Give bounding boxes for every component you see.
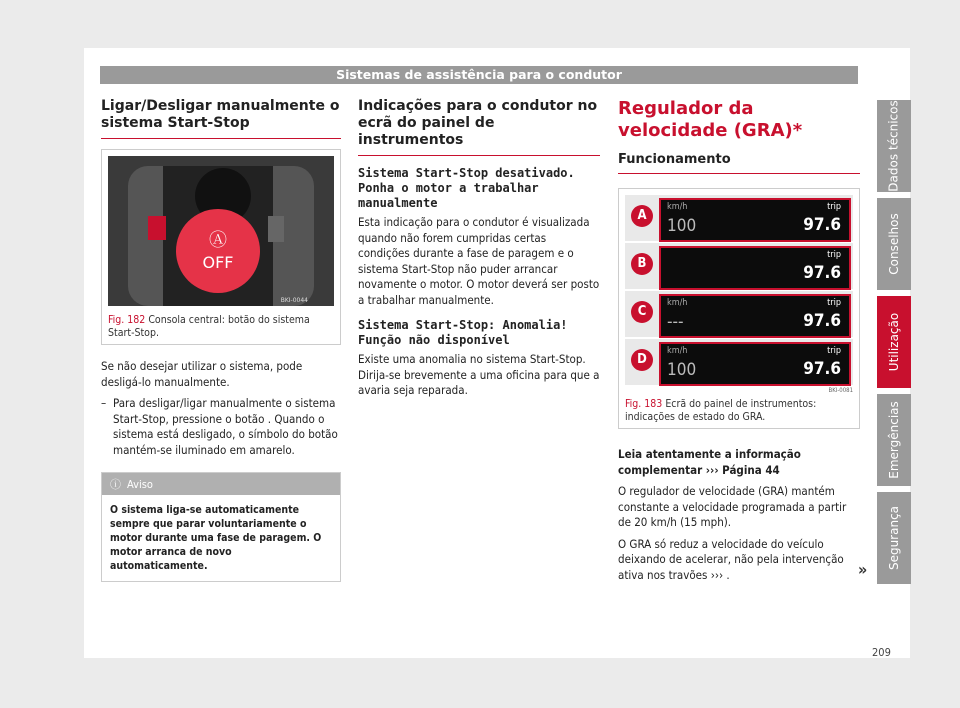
panel-letter: A xyxy=(631,205,653,227)
figure-183 xyxy=(618,188,860,429)
message-1-text: Esta indicação para o condutor é visualizada quando não forem cumpridas certas condições durante a fase de paragem e o sistema Start-Stop não puder arrancar novamente o motor. O motor deverá ser posto a trabalhar manualmente. xyxy=(358,215,600,307)
set-speed: 100 xyxy=(667,216,697,236)
set-speed: --- xyxy=(667,312,684,332)
message-2-text: Existe uma anomalia no sistema Start-Stop. Dirija-se brevemente a uma oficina para que a avaria seja reparada. xyxy=(358,352,600,397)
tab-segurança[interactable]: Segurança xyxy=(877,492,911,584)
panel-row-c xyxy=(625,291,853,337)
trip-label: trip xyxy=(827,298,841,308)
console-photo xyxy=(108,156,334,306)
tab-utilização[interactable]: Utilização xyxy=(877,296,911,388)
instruction-item: – Para desligar/ligar manualmente o sistema Start-Stop, pressione o botão . Quando o sistema está desligado, o símbolo do botão mantém-se iluminado em amarelo. xyxy=(101,396,341,458)
notice-box: ⓘ Aviso O sistema liga-se automaticamente sempre que parar voluntariamente o motor durante uma fase de paragem. O motor arranca de novo automaticamente. xyxy=(101,472,341,582)
notice-text: O sistema liga-se automaticamente sempre que parar voluntariamente o motor durante uma fase de paragem. O motor arranca de novo automaticamente. xyxy=(110,504,322,572)
page-number: 209 xyxy=(872,646,891,659)
column-cruise-control xyxy=(618,98,860,589)
panel-letter: C xyxy=(631,301,653,323)
chapter-title: Regulador da velocidade (GRA)* xyxy=(618,98,803,141)
instrument-screen xyxy=(659,246,851,290)
speed-unit: km/h xyxy=(667,298,688,308)
trip-label: trip xyxy=(827,202,841,212)
running-header: Sistemas de assistência para o condutor xyxy=(100,66,858,84)
trip-value: 97.6 xyxy=(803,263,841,283)
trip-value: 97.6 xyxy=(803,215,841,235)
tab-dados-técnicos[interactable]: Dados técnicos xyxy=(877,100,911,192)
gra-status-panels xyxy=(625,195,853,394)
intro-paragraph: Se não desejar utilizar o sistema, pode desligá-lo manualmente. xyxy=(101,359,303,389)
trip-display xyxy=(781,202,845,236)
message-1: Sistema Start-Stop desativado. Ponha o motor a trabalhar manualmente xyxy=(358,166,575,210)
column-start-stop xyxy=(101,98,341,582)
figure-caption: Fig. 182 Consola central: botão do sistema Start-Stop. xyxy=(108,314,310,339)
section-heading: Indicações para o condutor no ecrã do painel de instrumentos xyxy=(358,98,600,156)
trip-value: 97.6 xyxy=(803,311,841,331)
trip-display xyxy=(781,250,845,284)
panel-row-a xyxy=(625,195,853,241)
instrument-screen xyxy=(659,294,851,338)
paragraph-1: O regulador de velocidade (GRA) mantém constante a velocidade programada a partir de 20 km/h (15 mph). xyxy=(618,484,847,529)
set-speed: 100 xyxy=(667,360,697,380)
figure-182 xyxy=(101,149,341,345)
chapter-tabs xyxy=(877,100,911,590)
panel-letter: D xyxy=(631,349,653,371)
instrument-screen xyxy=(659,198,851,242)
instrument-screen xyxy=(659,342,851,386)
trip-display xyxy=(781,298,845,332)
info-icon: ⓘ xyxy=(110,478,121,491)
off-label: OFF xyxy=(202,253,234,272)
trip-label: trip xyxy=(827,346,841,356)
column-driver-messages xyxy=(358,98,600,405)
panel-letter: B xyxy=(631,253,653,275)
speed-unit: km/h xyxy=(667,202,688,212)
figure-caption: Fig. 183 Ecrã do painel de instrumentos: indicações de estado do GRA. xyxy=(625,398,817,423)
panel-row-b xyxy=(625,243,853,289)
panel-row-d xyxy=(625,339,853,385)
figure-code: BKI-0044 xyxy=(280,297,308,304)
section-heading: Ligar/Desligar manualmente o sistema Start-Stop xyxy=(101,98,341,139)
speed-unit: km/h xyxy=(667,346,688,356)
svg-text:Ⓐ: Ⓐ xyxy=(209,230,227,251)
tab-emergências[interactable]: Emergências xyxy=(877,394,911,486)
tab-conselhos[interactable]: Conselhos xyxy=(877,198,911,290)
continue-marker: » xyxy=(858,560,868,579)
trip-display xyxy=(781,346,845,380)
message-2: Sistema Start-Stop: Anomalia! Função não disponível xyxy=(358,318,568,347)
trip-label: trip xyxy=(827,250,841,260)
trip-value: 97.6 xyxy=(803,359,841,379)
figure-code: BKI-0081 xyxy=(828,387,853,394)
subsection-title: Funcionamento xyxy=(618,146,860,174)
lead-text: Leia atentamente a informação complementar ››› Página 44 xyxy=(618,447,801,477)
paragraph-2: O GRA só reduz a velocidade do veículo deixando de acelerar, não pela intervenção ativa nos travões ››› . xyxy=(618,536,844,582)
